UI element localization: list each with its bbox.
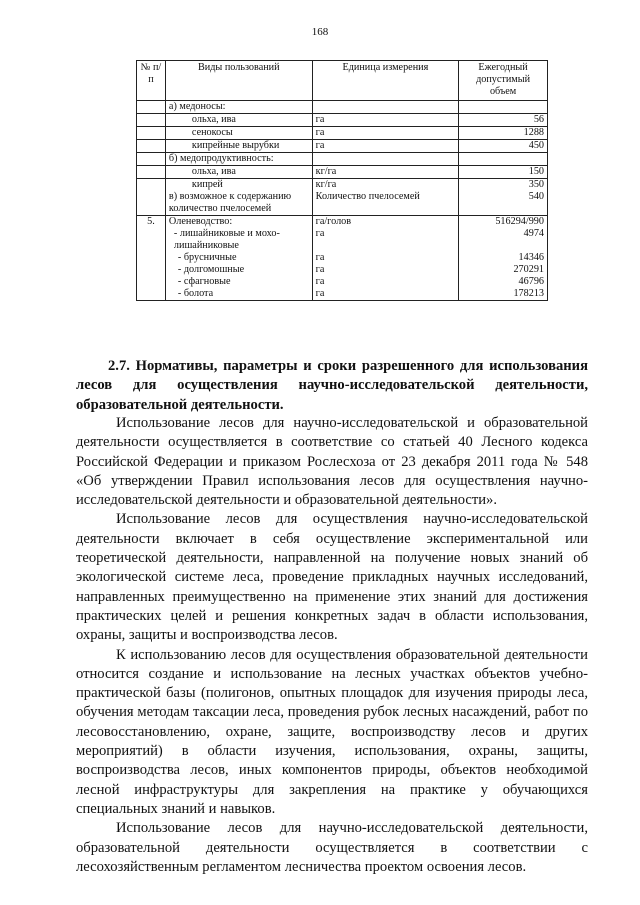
cell-unit: кг/га (312, 179, 458, 192)
cell-unit: га (312, 264, 458, 276)
cell-volume: 450 (459, 140, 548, 153)
forest-use-table (136, 60, 548, 301)
cell-number (137, 166, 166, 179)
table-row (137, 288, 548, 301)
cell-use-type: в) возможное к содержанию количество пчелосемей (165, 191, 312, 216)
table-row (137, 228, 548, 252)
page-number: 168 (311, 26, 329, 38)
header-annual-volume: Ежегодный допустимый объем (459, 61, 548, 101)
cell-unit: га/голов (312, 216, 458, 229)
cell-volume: 4974 (459, 228, 548, 252)
table-row (137, 127, 548, 140)
cell-unit: га (312, 127, 458, 140)
section-heading (76, 357, 588, 415)
cell-unit (312, 101, 458, 114)
cell-unit: кг/га (312, 166, 458, 179)
cell-volume: 150 (459, 166, 548, 179)
table-row (137, 264, 548, 276)
table-row (137, 101, 548, 114)
table-row (137, 166, 548, 179)
cell-use-type: ольха, ива (165, 166, 312, 179)
cell-number (137, 276, 166, 288)
cell-number (137, 191, 166, 216)
cell-volume: 350 (459, 179, 548, 192)
cell-number (137, 288, 166, 301)
cell-use-type: Оленеводство: (165, 216, 312, 229)
cell-number (137, 264, 166, 276)
header-use-type: Виды пользований (165, 61, 312, 101)
cell-volume: 56 (459, 114, 548, 127)
header-number: № п/п (137, 61, 166, 101)
cell-volume: 14346 (459, 252, 548, 264)
table-row (137, 153, 548, 166)
cell-number (137, 153, 166, 166)
cell-use-type: ольха, ива (165, 114, 312, 127)
table-header-row (137, 61, 548, 101)
table-body (137, 101, 548, 301)
header-unit: Единица измерения (312, 61, 458, 101)
section-body (76, 414, 588, 877)
cell-unit (312, 153, 458, 166)
cell-use-type: б) медопродуктивность: (165, 153, 312, 166)
cell-number (137, 252, 166, 264)
cell-number (137, 127, 166, 140)
cell-unit: Количество пчелосемей (312, 191, 458, 216)
cell-unit: га (312, 252, 458, 264)
cell-use-type: - болота (165, 288, 312, 301)
table-row (137, 276, 548, 288)
paragraph: К использованию лесов для осуществления образовательной деятельности относится создание и использование на лесных участках объектов учебно-практической базы (полигонов, опытных площадок для изучения природы леса, обучения методам таксации леса, проведения рубок лесных насаждений, работ по лесовосстановлению, охране, защите, воспроизводству лесов и других мероприятий) в области изучения, использования, охраны, защиты, воспроизводства лесов, иных компонентов природы, объектов необходимой лесной инфраструктуры для закрепления на практике у обучающихся специальных знаний и навыков. (76, 646, 588, 817)
cell-use-type: - лишайниковые и мохо-лишайниковые (165, 228, 312, 252)
paragraph: Использование лесов для осуществления научно-исследовательской деятельности включает в себя осуществление экспериментальной или теоретической деятельности, направленной на получение новых знаний об экологической системе леса, проведение прикладных научных исследований, направленных преимущественно на применение этих знаний для достижения практических целей и решения конкретных задач в области использования, охраны, защиты и воспроизводства лесов. (76, 511, 588, 644)
section-heading-text: 2.7. Нормативы, параметры и сроки разрешенного для использования лесов для осуществления научно-исследовательской деятельности, образовательной деятельности. (76, 358, 588, 413)
cell-volume: 540 (459, 191, 548, 216)
cell-volume (459, 153, 548, 166)
cell-use-type: кипрей (165, 179, 312, 192)
cell-use-type: сенокосы (165, 127, 312, 140)
cell-number (137, 114, 166, 127)
cell-use-type: - долгомошные (165, 264, 312, 276)
cell-number (137, 140, 166, 153)
table-row (137, 191, 548, 216)
cell-use-type: кипрейные вырубки (165, 140, 312, 153)
cell-volume: 178213 (459, 288, 548, 301)
cell-unit: га (312, 288, 458, 301)
table-row (137, 114, 548, 127)
cell-volume (459, 101, 548, 114)
paragraph: Использование лесов для научно-исследовательской деятельности, образовательной деятельности осуществляется в соответствии с лесохозяйственным регламентом лесничества проектом освоения лесов. (76, 820, 588, 875)
cell-unit: га (312, 276, 458, 288)
cell-volume: 270291 (459, 264, 548, 276)
cell-volume: 1288 (459, 127, 548, 140)
table-row (137, 252, 548, 264)
cell-use-type: - сфагновые (165, 276, 312, 288)
table-row (137, 179, 548, 192)
cell-number: 5. (137, 216, 166, 229)
table-row (137, 140, 548, 153)
cell-unit: га (312, 114, 458, 127)
cell-use-type: а) медоносы: (165, 101, 312, 114)
cell-volume: 516294/990 (459, 216, 548, 229)
cell-unit: га (312, 228, 458, 252)
cell-volume: 46796 (459, 276, 548, 288)
cell-number (137, 101, 166, 114)
table-row (137, 216, 548, 229)
cell-unit: га (312, 140, 458, 153)
cell-number (137, 228, 166, 252)
cell-use-type: - брусничные (165, 252, 312, 264)
cell-number (137, 179, 166, 192)
paragraph: Использование лесов для научно-исследовательской и образовательной деятельности осуществляется в соответствие со статьей 40 Лесного кодекса Российской Федерации и приказом Рослесхоза от 23 декабря 2011 года № 548 «Об утверждении Правил использования лесов для осуществления научно-исследовательской деятельности и образовательной деятельности». (76, 415, 588, 509)
